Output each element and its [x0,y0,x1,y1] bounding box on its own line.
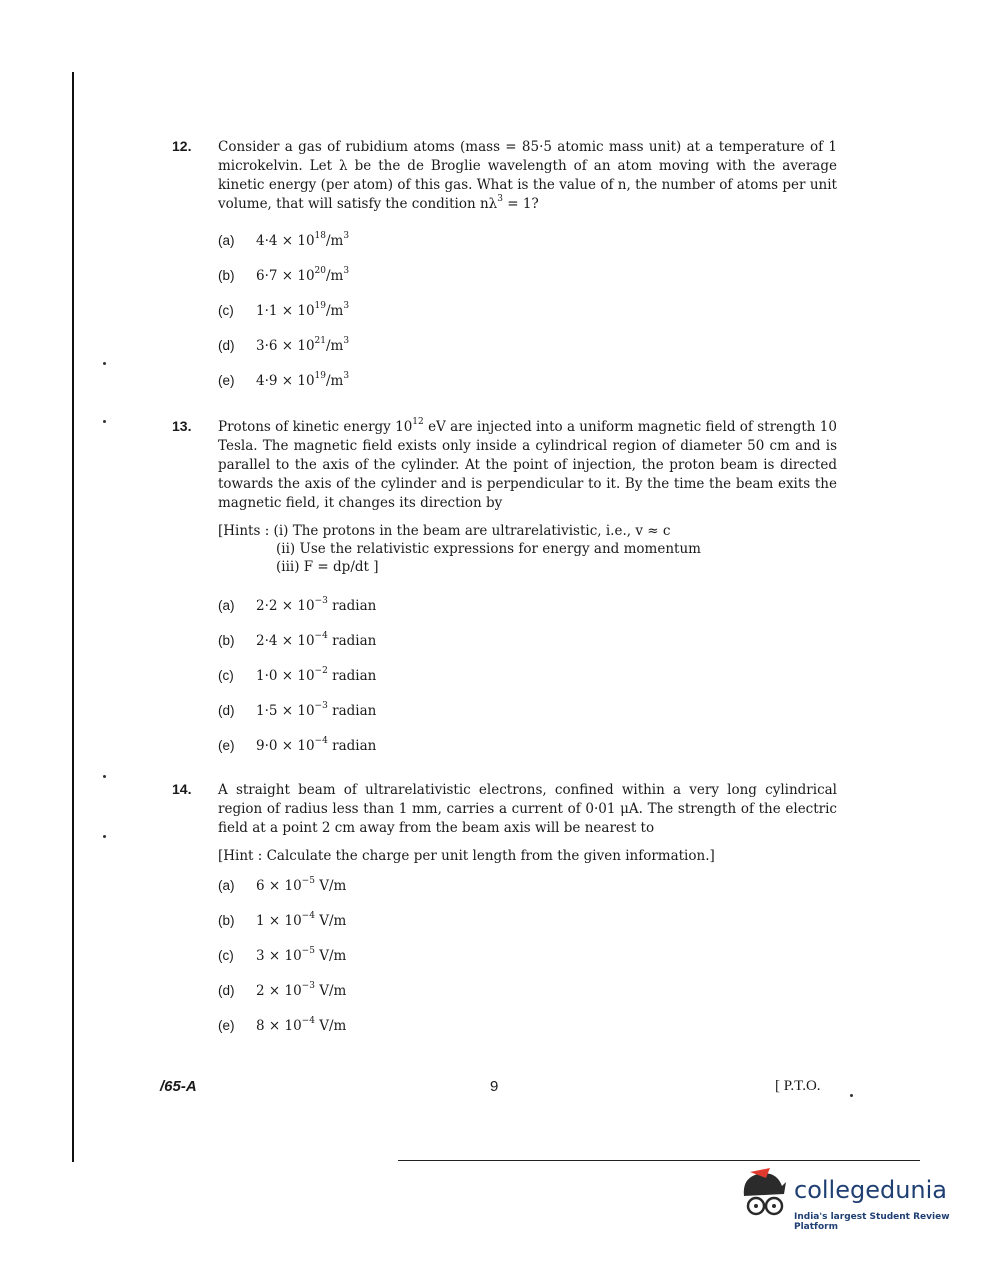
question-13 [172,418,837,758]
option-d[interactable]: (d) $2 \times 10^{-3}$ V/m [218,981,347,999]
option-d[interactable]: (d) $3\cdot 6 \times 10^{21}/m^3$ [218,336,350,354]
mascot-icon [736,1168,792,1228]
page-margin-line [72,72,74,1162]
bottom-rule [398,1160,920,1161]
option-b[interactable]: (b) $1 \times 10^{-4}$ V/m [218,911,347,929]
option-a[interactable]: (a) $2\cdot 2 \times 10^{-3}$ radian [218,596,377,614]
option-b[interactable]: (b) $2\cdot 4 \times 10^{-4}$ radian [218,631,377,649]
scan-speck [850,1094,853,1097]
question-number: 14. [172,781,192,797]
option-c[interactable]: (c) $3 \times 10^{-5}$ V/m [218,946,347,964]
question-number: 12. [172,138,192,154]
question-12 [172,138,837,398]
scan-speck [103,775,106,778]
logo-tagline: India's largest Student Review Platform [794,1212,950,1232]
hint: [Hint : Calculate the charge per unit length from the given information.] [218,848,715,864]
paper-code: /65-A [160,1078,197,1095]
option-e[interactable]: (e) $4\cdot 9 \times 10^{19}/m^3$ [218,371,350,389]
scan-speck [103,420,106,423]
option-e[interactable]: (e) $9\cdot 0 \times 10^{-4}$ radian [218,736,377,754]
logo-name: collegedunia [794,1176,948,1204]
page-number: 9 [490,1078,499,1095]
scan-speck [103,362,106,365]
collegedunia-logo [736,1168,966,1232]
option-b[interactable]: (b) $6\cdot 7 \times 10^{20}/m^3$ [218,266,350,284]
option-a[interactable]: (a) $6 \times 10^{-5}$ V/m [218,876,347,894]
question-text: Consider a gas of rubidium atoms (mass = 85·5 atomic mass unit) at a temperature of 1 microkelvin. Let λ be the de Broglie wavelength of an atom moving with the average kinetic energy (per atom) of this gas. What is the value of n, the number of atoms per unit volume, that will satisfy the condition $n\lambda^3 = 1$? [218,139,837,212]
option-c[interactable]: (c) $1\cdot 0 \times 10^{-2}$ radian [218,666,377,684]
hints-block: [Hints : (i) The protons in the beam are ultrarelativistic, i.e., v ≈ c (ii) Use the relativistic expressions for energy and momentum (iii) F = dp/dt ] [218,523,701,575]
question-text: Protons of kinetic energy $10^{12}$ eV are injected into a uniform magnetic field of strength 10 Tesla. The magnetic field exists only inside a cylindrical region of diameter 50 cm and is parallel to the axis of the cylinder. At the point of injection, the proton beam is directed towards the axis of the cylinder and is perpendicular to it. By the time the beam exits the magnetic field, it changes its direction by [218,417,837,511]
question-text: A straight beam of ultrarelativistic electrons, confined within a very long cylindrical region of radius less than 1 mm, carries a current of 0·01 μA. The strength of the electric field at a point 2 cm away from the beam axis will be nearest to [218,782,837,836]
option-d[interactable]: (d) $1\cdot 5 \times 10^{-3}$ radian [218,701,377,719]
pto-label: [ P.T.O. [775,1078,821,1094]
scan-speck [103,835,106,838]
question-number: 13. [172,418,192,434]
option-e[interactable]: (e) $8 \times 10^{-4}$ V/m [218,1016,347,1034]
option-c[interactable]: (c) $1\cdot 1 \times 10^{19}/m^3$ [218,301,350,319]
option-a[interactable]: (a) $4\cdot 4 \times 10^{18}/m^3$ [218,231,350,249]
question-14 [172,781,837,1041]
